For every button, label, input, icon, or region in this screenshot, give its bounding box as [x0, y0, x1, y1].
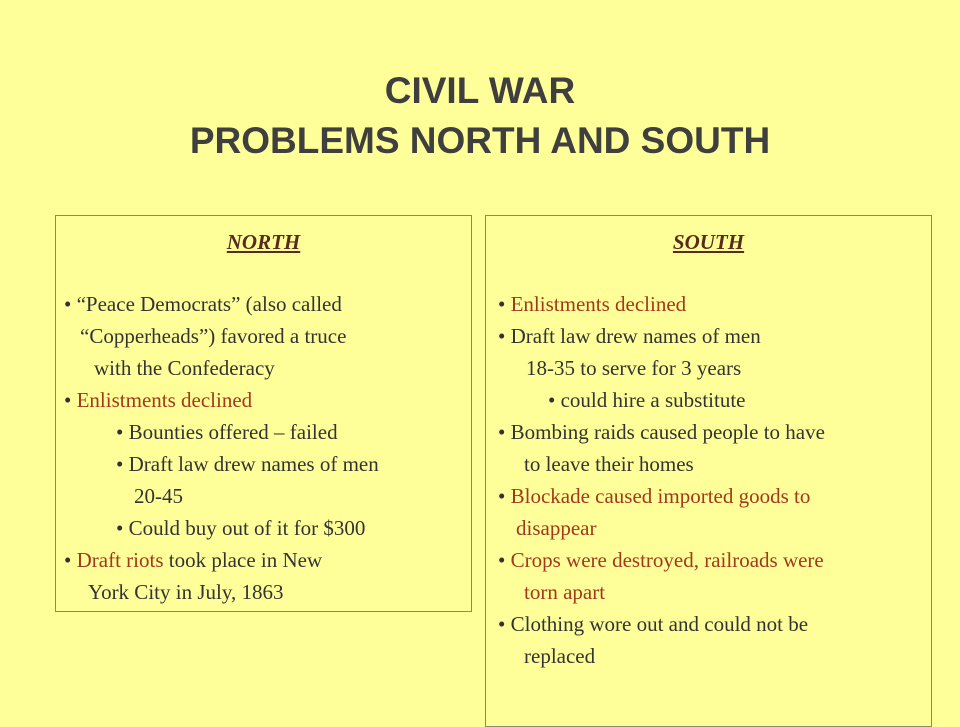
north-heading: NORTH: [226, 230, 301, 254]
north-item-new-york: York City in July, 1863: [88, 580, 284, 604]
north-draft-riots-text: Draft riots: [76, 548, 164, 572]
north-subitem-draft-law: • Draft law drew names of men: [116, 452, 379, 476]
south-item-clothing: • Clothing wore out and could not be: [498, 612, 809, 636]
bullet: •: [498, 292, 511, 316]
south-crops-text: Crops were destroyed, railroads were: [510, 548, 824, 572]
bullet: •: [498, 548, 511, 572]
south-blockade-text: Blockade caused imported goods to: [510, 484, 811, 508]
title-line-1: CIVIL WAR: [384, 70, 576, 111]
south-item-enlistments: [498, 288, 686, 320]
bullet: •: [64, 548, 77, 572]
south-item-replaced: replaced: [524, 644, 596, 668]
south-item-homes: to leave their homes: [524, 452, 694, 476]
south-heading: SOUTH: [672, 230, 745, 254]
bullet: •: [64, 388, 77, 412]
north-item-confederacy: with the Confederacy: [94, 356, 275, 380]
south-item-blockade: [498, 480, 810, 512]
south-subitem-substitute: • could hire a substitute: [548, 388, 746, 412]
bullet: •: [498, 484, 511, 508]
south-item-crops: [498, 544, 824, 576]
south-panel: [485, 215, 932, 727]
north-panel: [55, 215, 472, 612]
south-item-draft-law: • Draft law drew names of men: [498, 324, 761, 348]
south-item-disappear: disappear: [516, 516, 597, 540]
slide-title: [0, 66, 960, 166]
north-enlistments-text: Enlistments declined: [76, 388, 253, 412]
south-item-age-range: 18-35 to serve for 3 years: [526, 356, 742, 380]
north-item-peace-democrats: • “Peace Democrats” (also called: [64, 292, 342, 316]
south-item-torn-apart: torn apart: [524, 580, 606, 604]
south-item-bombing: • Bombing raids caused people to have: [498, 420, 825, 444]
north-subitem-age-range: 20-45: [134, 484, 183, 508]
north-item-draft-riots: [64, 544, 322, 576]
title-line-2: PROBLEMS NORTH AND SOUTH: [189, 120, 771, 161]
south-enlistments-text: Enlistments declined: [510, 292, 687, 316]
north-item-enlistments: [64, 384, 252, 416]
north-subitem-buy-out: • Could buy out of it for $300: [116, 516, 366, 540]
north-draft-riots-rest: took place in New: [168, 548, 323, 572]
north-item-copperheads: “Copperheads”) favored a truce: [80, 324, 347, 348]
north-subitem-bounties: • Bounties offered – failed: [116, 420, 338, 444]
